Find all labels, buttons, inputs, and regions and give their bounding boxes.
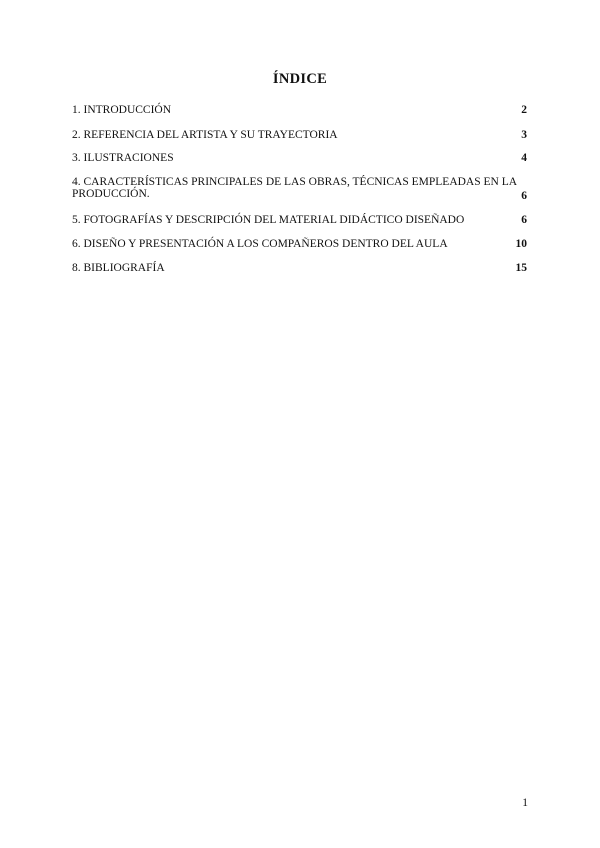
toc-entry-label: 6. DISEÑO Y PRESENTACIÓN A LOS COMPAÑEROS DENTRO DEL AULA <box>72 238 448 250</box>
toc-entry-label: 4. CARACTERÍSTICAS PRINCIPALES DE LAS OBRAS, TÉCNICAS EMPLEADAS EN LA PRODUCCIÓN. <box>72 176 517 200</box>
toc-entry-page: 15 <box>515 262 527 274</box>
toc-entry-label: 8. BIBLIOGRAFÍA <box>72 262 165 274</box>
toc-entry-page: 6 <box>521 214 527 226</box>
page-title: ÍNDICE <box>272 71 328 87</box>
toc-entry-label: 5. FOTOGRAFÍAS Y DESCRIPCIÓN DEL MATERIAL DIDÁCTICO DISEÑADO <box>72 214 465 226</box>
toc-entry-page: 2 <box>521 104 527 116</box>
toc-entry-page: 3 <box>521 129 527 141</box>
page-number: 1 <box>522 797 528 809</box>
toc-entry-label: 3. ILUSTRACIONES <box>72 152 174 164</box>
toc-entry-page: 10 <box>515 238 527 250</box>
toc-entry-page: 6 <box>521 190 527 202</box>
toc-entry-label: 1. INTRODUCCIÓN <box>72 104 172 116</box>
toc-entry-label: 2. REFERENCIA DEL ARTISTA Y SU TRAYECTORIA <box>72 129 338 141</box>
toc-entry-page: 4 <box>521 152 527 164</box>
